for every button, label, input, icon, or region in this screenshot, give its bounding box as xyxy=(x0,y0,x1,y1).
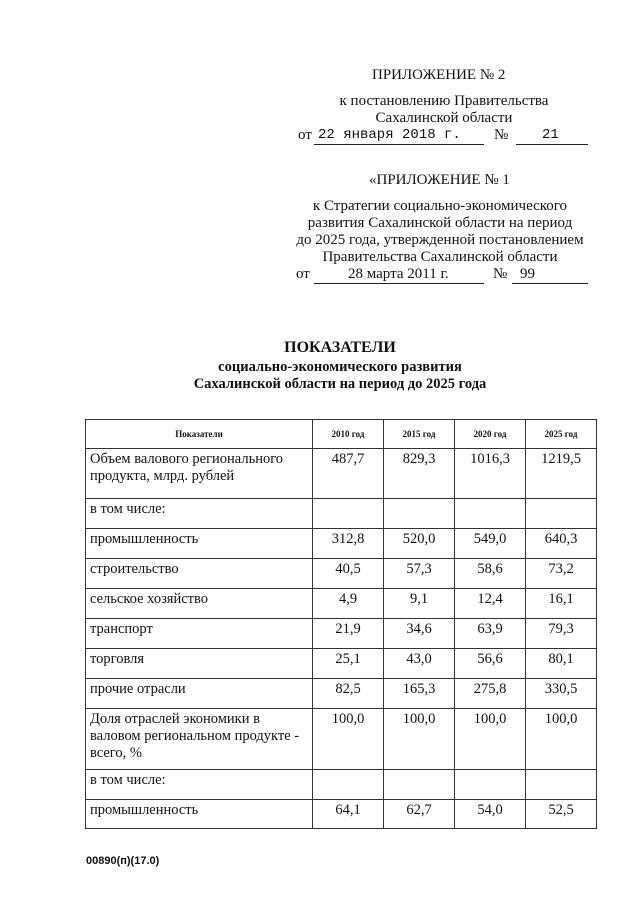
appendix1-date: 28 марта 2011 г. xyxy=(348,266,449,282)
row-value: 43,0 xyxy=(384,649,455,679)
row-label: промышленность xyxy=(86,800,313,829)
row-value: 25,1 xyxy=(313,649,384,679)
appendix2-num: 21 xyxy=(542,127,559,143)
appendix2-line2: Сахалинской области xyxy=(375,110,513,126)
row-value: 100,0 xyxy=(384,709,455,770)
table-header-row xyxy=(86,420,597,449)
table-row xyxy=(86,449,597,499)
table-row xyxy=(86,559,597,589)
document-subtitle-1: социально-экономического развития xyxy=(218,359,462,375)
row-value: 58,6 xyxy=(455,559,526,589)
row-value: 312,8 xyxy=(313,529,384,559)
row-label: прочие отрасли xyxy=(86,679,313,709)
appendix1-num: 99 xyxy=(520,266,535,282)
appendix1-num-prefix: № xyxy=(493,266,508,282)
row-value xyxy=(526,770,597,800)
appendix2-num-underline xyxy=(516,144,588,145)
row-value xyxy=(384,770,455,800)
row-value: 64,1 xyxy=(313,800,384,829)
document-code: 00890(п)(17.0) xyxy=(86,855,160,867)
appendix1-title: «ПРИЛОЖЕНИЕ № 1 xyxy=(369,172,510,188)
row-value: 80,1 xyxy=(526,649,597,679)
document-title: ПОКАЗАТЕЛИ xyxy=(284,339,396,356)
table-row xyxy=(86,679,597,709)
row-value: 829,3 xyxy=(384,449,455,499)
column-header: Показатели xyxy=(86,420,313,449)
appendix2-date: 22 января 2018 г. xyxy=(318,127,461,143)
row-value xyxy=(313,499,384,529)
row-value: 1219,5 xyxy=(526,449,597,499)
table-row xyxy=(86,529,597,559)
row-value: 52,5 xyxy=(526,800,597,829)
appendix1-num-underline xyxy=(512,283,588,284)
row-value: 4,9 xyxy=(313,589,384,619)
row-value xyxy=(526,499,597,529)
row-value: 100,0 xyxy=(313,709,384,770)
appendix2-title: ПРИЛОЖЕНИЕ № 2 xyxy=(372,67,506,83)
row-value: 21,9 xyxy=(313,619,384,649)
row-label: Доля отраслей экономики в валовом региональном продукте - всего, % xyxy=(86,709,313,770)
row-value: 56,6 xyxy=(455,649,526,679)
appendix2-date-prefix: от xyxy=(298,127,312,143)
row-value xyxy=(313,770,384,800)
row-label: сельское хозяйство xyxy=(86,589,313,619)
indicators-table xyxy=(85,419,597,829)
column-header: 2020 год xyxy=(455,420,526,449)
row-value: 640,3 xyxy=(526,529,597,559)
row-value: 34,6 xyxy=(384,619,455,649)
row-value: 40,5 xyxy=(313,559,384,589)
row-value: 9,1 xyxy=(384,589,455,619)
row-value: 549,0 xyxy=(455,529,526,559)
row-label: Объем валового регионального продукта, млрд. рублей xyxy=(86,449,313,499)
appendix2-num-prefix: № xyxy=(494,127,509,143)
row-value xyxy=(455,770,526,800)
row-value: 12,4 xyxy=(455,589,526,619)
row-value: 62,7 xyxy=(384,800,455,829)
document-subtitle-2: Сахалинской области на период до 2025 года xyxy=(193,376,487,392)
row-value: 100,0 xyxy=(455,709,526,770)
table-row xyxy=(86,649,597,679)
row-value xyxy=(455,499,526,529)
appendix1-date-underline xyxy=(314,283,484,284)
appendix2-date-underline xyxy=(314,144,484,145)
table-row xyxy=(86,770,597,800)
table-row xyxy=(86,800,597,829)
row-value: 100,0 xyxy=(526,709,597,770)
row-label: строительство xyxy=(86,559,313,589)
row-value: 79,3 xyxy=(526,619,597,649)
appendix1-line1: к Стратегии социально-экономического xyxy=(312,198,568,214)
row-value: 520,0 xyxy=(384,529,455,559)
row-value: 63,9 xyxy=(455,619,526,649)
row-value: 73,2 xyxy=(526,559,597,589)
column-header: 2010 год xyxy=(313,420,384,449)
table-row xyxy=(86,709,597,770)
row-value xyxy=(384,499,455,529)
row-label: транспорт xyxy=(86,619,313,649)
appendix1-line3: до 2025 года, утвержденной постановлением xyxy=(296,232,584,248)
table-row xyxy=(86,499,597,529)
column-header: 2015 год xyxy=(384,420,455,449)
row-value: 16,1 xyxy=(526,589,597,619)
row-value: 275,8 xyxy=(455,679,526,709)
column-header: 2025 год xyxy=(526,420,597,449)
row-label: торговля xyxy=(86,649,313,679)
appendix1-line4: Правительства Сахалинской области xyxy=(322,249,558,265)
table-row xyxy=(86,619,597,649)
row-value: 1016,3 xyxy=(455,449,526,499)
row-label: в том числе: xyxy=(86,770,313,800)
row-value: 57,3 xyxy=(384,559,455,589)
table-row xyxy=(86,589,597,619)
row-value: 330,5 xyxy=(526,679,597,709)
row-value: 82,5 xyxy=(313,679,384,709)
appendix2-line1: к постановлению Правительства xyxy=(339,93,549,109)
row-label: в том числе: xyxy=(86,499,313,529)
row-value: 54,0 xyxy=(455,800,526,829)
row-value: 165,3 xyxy=(384,679,455,709)
appendix1-line2: развития Сахалинской области на период xyxy=(307,215,573,231)
appendix1-date-prefix: от xyxy=(296,266,310,282)
row-label: промышленность xyxy=(86,529,313,559)
row-value: 487,7 xyxy=(313,449,384,499)
